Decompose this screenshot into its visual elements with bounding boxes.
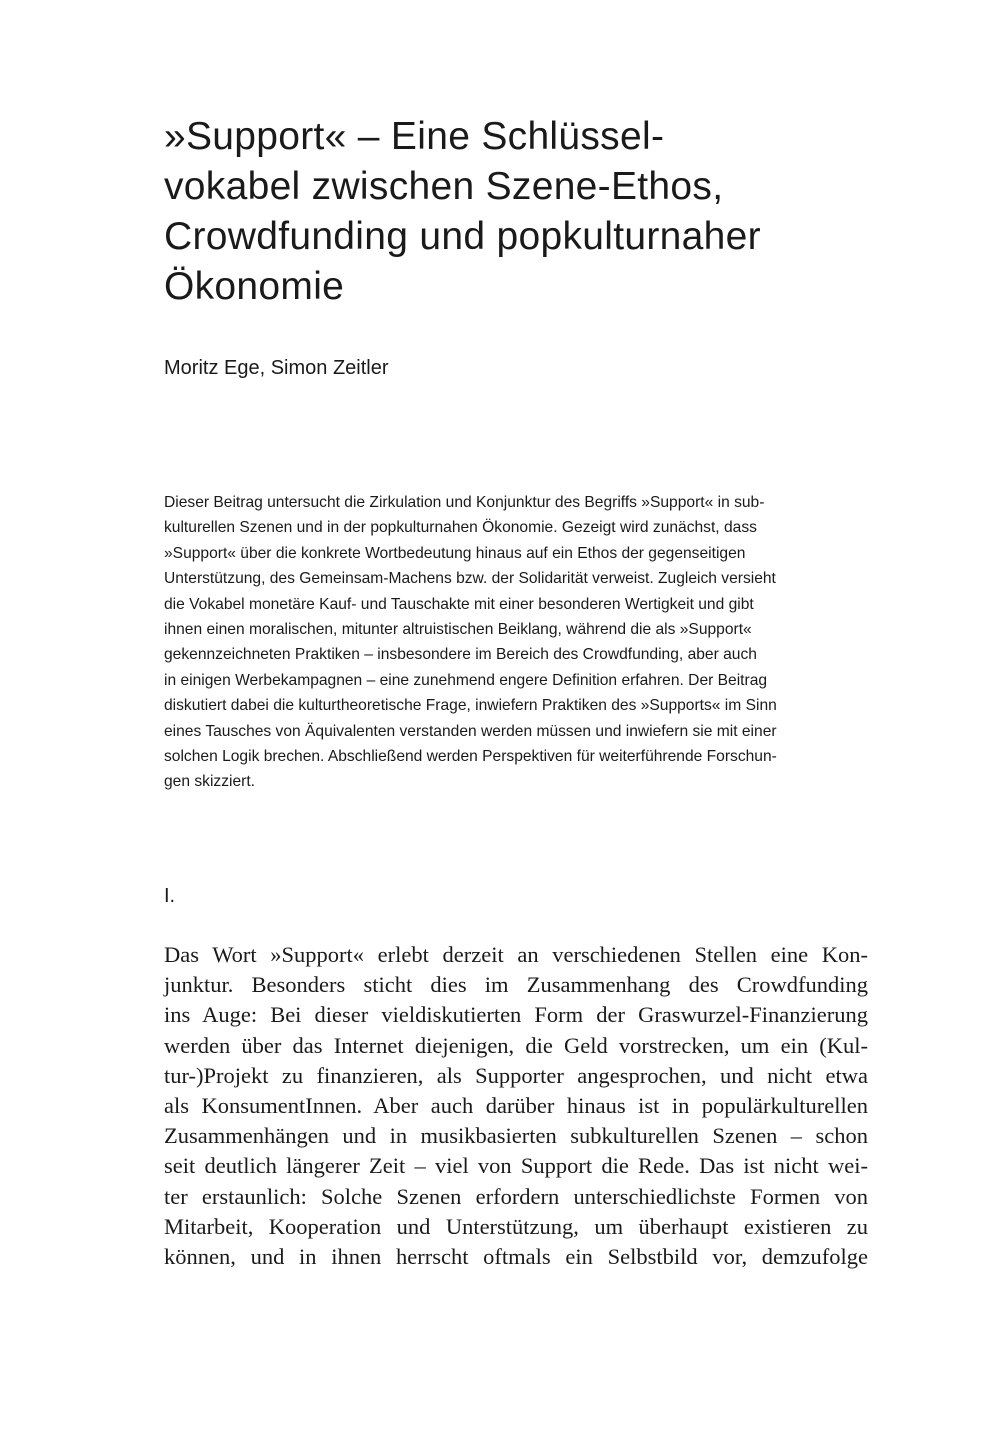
abstract-line: eines Tausches von Äquivalenten verstanden werden müssen und inwiefern sie mit einer (164, 722, 777, 740)
abstract (164, 490, 777, 795)
body-line: als KonsumentInnen. Aber auch darüber hinaus ist in populärkulturellen (164, 1093, 868, 1119)
abstract-line: diskutiert dabei die kulturtheoretische Frage, inwiefern Praktiken des »Supports« im Sinn (164, 697, 777, 715)
section-heading: I. (164, 885, 176, 907)
body-text (164, 940, 868, 1272)
abstract-line: Unterstützung, des Gemeinsam-Machens bzw. der Solidarität verweist. Zugleich versieht (164, 570, 776, 588)
body-line: können, und in ihnen herrscht oftmals ein Selbstbild vor, demzufolge (164, 1244, 868, 1270)
abstract-line: »Support« über die konkrete Wortbedeutung hinaus auf ein Ethos der gegenseitigen (164, 544, 746, 562)
article-title (164, 112, 761, 312)
abstract-line: solchen Logik brechen. Abschließend werden Perspektiven für weiterführende Forschun- (164, 748, 777, 766)
abstract-line: gekennzeichneten Praktiken – insbesondere im Bereich des Crowdfunding, aber auch (164, 646, 757, 664)
title-line: Ökonomie (164, 265, 345, 308)
body-line: werden über das Internet diejenigen, die Geld vorstrecken, um ein (Kul- (164, 1032, 868, 1058)
title-line: Crowdfunding und popkulturnaher (164, 215, 761, 258)
abstract-line: die Vokabel monetäre Kauf- und Tauschakte mit einer besonderen Wertigkeit und gibt (164, 595, 754, 613)
abstract-line: gen skizziert. (164, 773, 255, 791)
abstract-line: Dieser Beitrag untersucht die Zirkulation und Konjunktur des Begriffs »Support« in sub- (164, 494, 765, 511)
body-line: ins Auge: Bei dieser vieldiskutierten Form der Graswurzel-Finanzierung (164, 1002, 868, 1028)
body-line: ter erstaunlich: Solche Szenen erfordern unterschiedlichste Formen von (164, 1183, 868, 1209)
body-line: tur-)Projekt zu finanzieren, als Supporter angesprochen, und nicht etwa (164, 1062, 868, 1088)
abstract-line: in einigen Werbekampagnen – eine zunehmend engere Definition erfahren. Der Beitrag (164, 671, 768, 689)
authors: Moritz Ege, Simon Zeitler (164, 357, 389, 379)
abstract-line: kulturellen Szenen und in der popkulturnahen Ökonomie. Gezeigt wird zunächst, dass (164, 519, 757, 537)
abstract-line: ihnen einen moralischen, mitunter altruistischen Beiklang, während die als »Support« (164, 621, 752, 639)
body-line: Mitarbeit, Kooperation und Unterstützung, um überhaupt existieren zu (164, 1213, 868, 1239)
title-line: »Support« – Eine Schlüssel- (164, 115, 665, 158)
body-line: Zusammenhängen und in musikbasierten subkulturellen Szenen – schon (164, 1123, 868, 1149)
body-line: seit deutlich längerer Zeit – viel von Support die Rede. Das ist nicht wei- (164, 1153, 868, 1179)
body-line: junktur. Besonders sticht dies im Zusammenhang des Crowdfunding (164, 972, 868, 998)
body-line: Das Wort »Support« erlebt derzeit an verschiedenen Stellen eine Kon- (164, 942, 868, 967)
title-line: vokabel zwischen Szene-Ethos, (164, 165, 724, 208)
